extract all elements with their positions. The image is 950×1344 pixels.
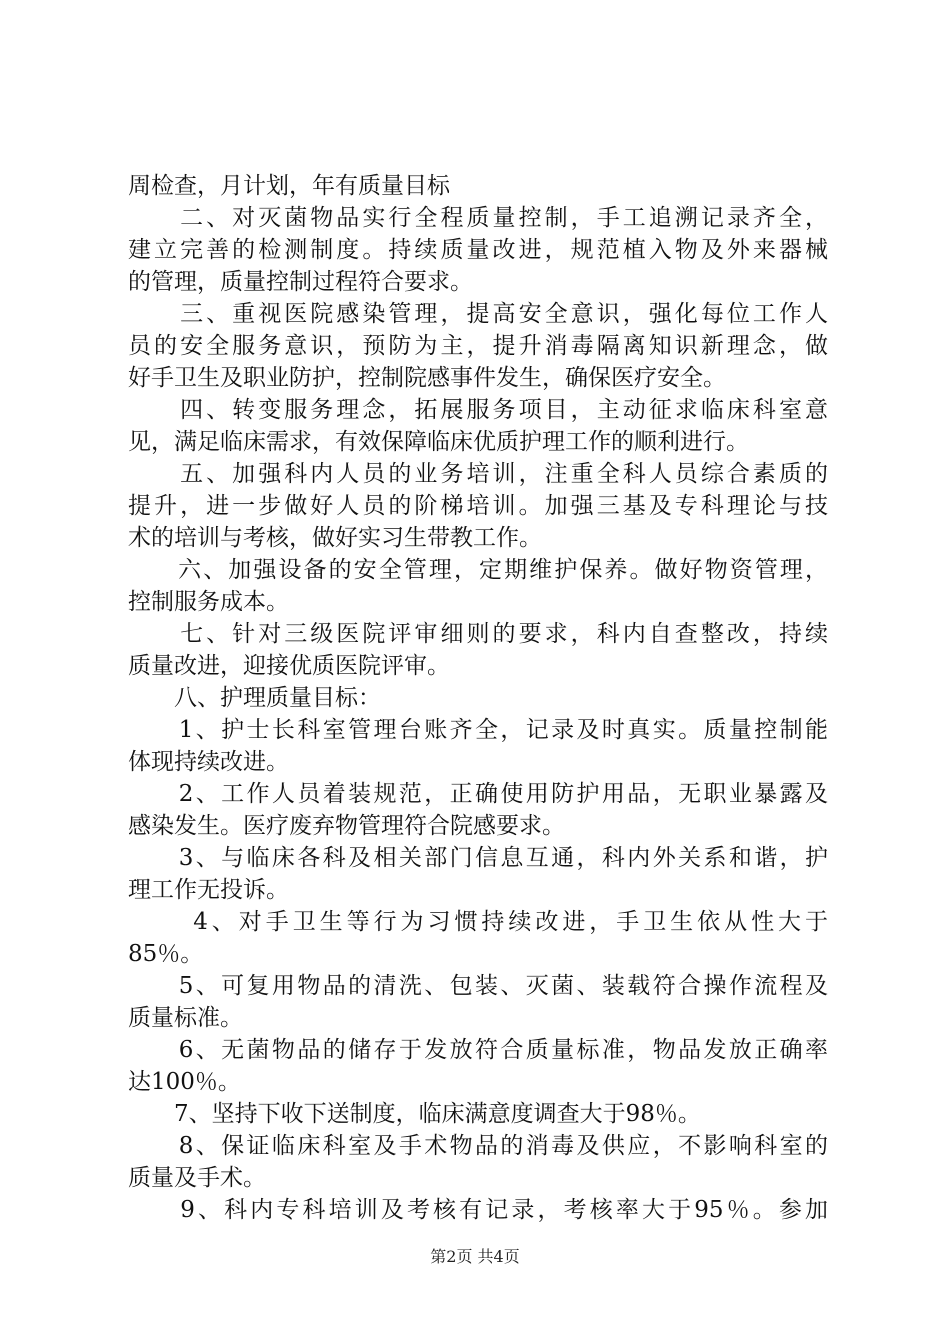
text-line: 1、护士长科室管理台账齐全，记录及时真实。质量控制能 [128, 717, 828, 743]
text-line: 质量及手术。 [128, 1165, 266, 1191]
text-line: 五、加强科内人员的业务培训，注重全科人员综合素质的 [128, 461, 828, 487]
text-line: 三、重视医院感染管理，提高安全意识，强化每位工作人 [128, 301, 828, 327]
text-line: 员的安全服务意识，预防为主，提升消毒隔离知识新理念，做 [128, 333, 828, 359]
text-line: 建立完善的检测制度。持续质量改进，规范植入物及外来器械 [128, 237, 828, 263]
text-line: 好手卫生及职业防护，控制院感事件发生，确保医疗安全。 [128, 365, 726, 391]
page-number-footer: 第2页 共4页 [430, 1247, 520, 1266]
text-line: 的管理，质量控制过程符合要求。 [128, 269, 473, 295]
text-line: 感染发生。医疗废弃物管理符合院感要求。 [128, 813, 565, 839]
text-line: 85％。 [128, 941, 204, 967]
text-line: 四、转变服务理念，拓展服务项目，主动征求临床科室意 [128, 397, 828, 423]
text-line: 9、科内专科培训及考核有记录，考核率大于95％。参加 [128, 1197, 828, 1223]
text-line: 质量标准。 [128, 1005, 243, 1031]
text-line: 二、对灭菌物品实行全程质量控制，手工追溯记录齐全， [128, 205, 828, 231]
text-line: 体现持续改进。 [128, 749, 289, 775]
text-line: 提升，进一步做好人员的阶梯培训。加强三基及专科理论与技 [128, 493, 828, 519]
text-line: 术的培训与考核，做好实习生带教工作。 [128, 525, 542, 551]
document-body [128, 170, 828, 1226]
text-line: 见，满足临床需求，有效保障临床优质护理工作的顺利进行。 [128, 429, 749, 455]
text-line: 理工作无投诉。 [128, 877, 289, 903]
text-line: 8、保证临床科室及手术物品的消毒及供应，不影响科室的 [128, 1133, 828, 1159]
text-line: 3、与临床各科及相关部门信息互通，科内外关系和谐，护 [128, 845, 828, 871]
text-line: 6、无菌物品的储存于发放符合质量标准，物品发放正确率 [128, 1037, 828, 1063]
text-line: 7、坚持下收下送制度，临床满意度调查大于98％。 [128, 1101, 701, 1127]
text-line: 质量改进，迎接优质医院评审。 [128, 653, 450, 679]
text-line: 控制服务成本。 [128, 589, 289, 615]
text-line: 4、对手卫生等行为习惯持续改进，手卫生依从性大于 [128, 909, 828, 935]
text-line: 达100％。 [128, 1069, 241, 1095]
text-line: 六、加强设备的安全管理，定期维护保养。做好物资管理， [128, 557, 828, 583]
text-line: 5、可复用物品的清洗、包装、灭菌、装载符合操作流程及 [128, 973, 828, 999]
text-line: 七、针对三级医院评审细则的要求，科内自查整改，持续 [128, 621, 828, 647]
text-line: 周检查，月计划，年有质量目标 [128, 173, 450, 199]
text-line: 八、护理质量目标： [128, 685, 381, 711]
text-line: 2、工作人员着装规范，正确使用防护用品，无职业暴露及 [128, 781, 828, 807]
